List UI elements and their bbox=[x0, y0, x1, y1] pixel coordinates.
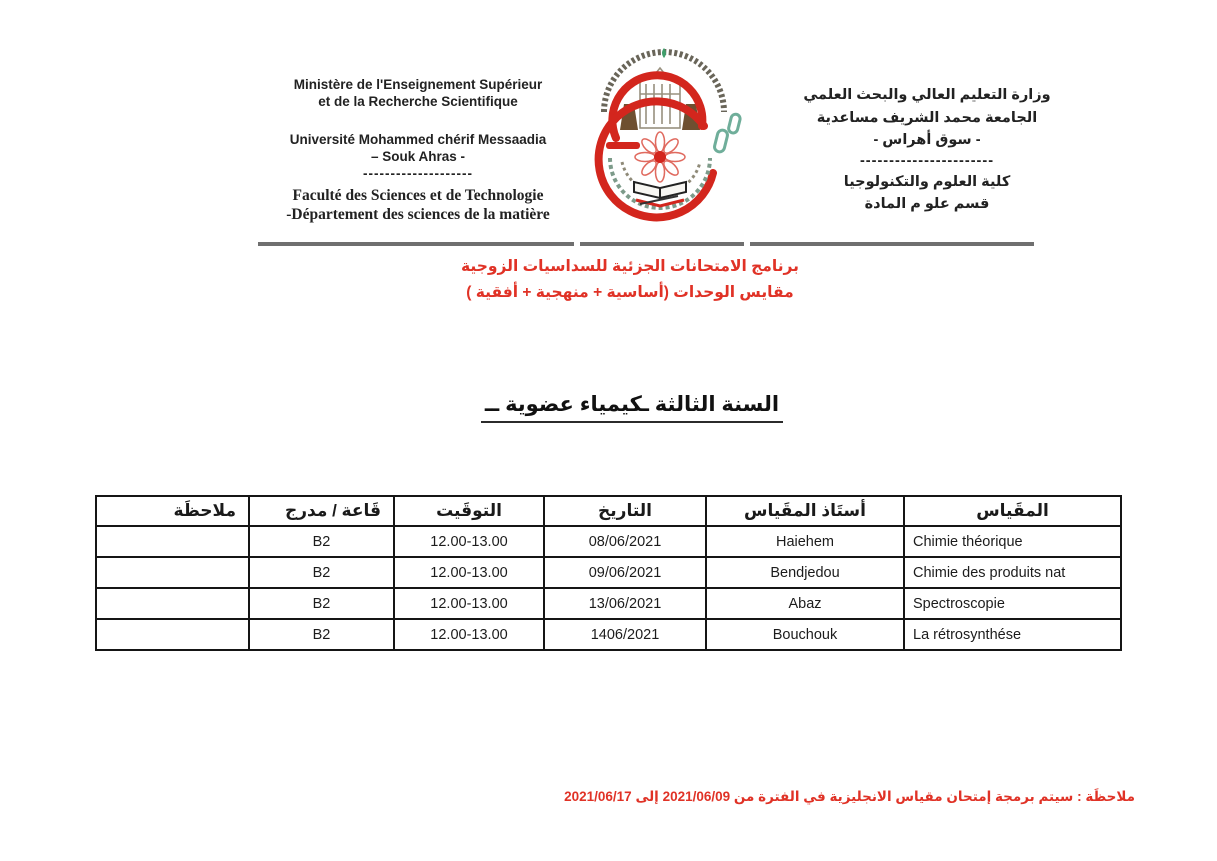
header-divider-segment bbox=[750, 242, 1034, 246]
university-name-ar: الجامعة محمد الشريف مساعدية bbox=[816, 109, 1038, 126]
separator-dashes: -------------------- bbox=[363, 166, 473, 181]
cell-note bbox=[96, 526, 249, 557]
separator-dashes: ----------------------- bbox=[859, 152, 995, 169]
cell-time: 12.00-13.00 bbox=[394, 619, 544, 650]
university-city-ar: - سوق أهراس - bbox=[873, 132, 981, 148]
cell-room: B2 bbox=[249, 619, 394, 650]
header-divider-segment bbox=[258, 242, 574, 246]
cell-room: B2 bbox=[249, 526, 394, 557]
ministry-header-fr bbox=[243, 76, 593, 224]
cell-room: B2 bbox=[249, 557, 394, 588]
table-row bbox=[96, 526, 1121, 557]
cell-time: 12.00-13.00 bbox=[394, 588, 544, 619]
teal-accent-marks bbox=[713, 113, 741, 153]
cell-note bbox=[96, 588, 249, 619]
open-book-icon bbox=[634, 182, 686, 206]
ministry-line-1: Ministère de l'Enseignement Supérieur bbox=[293, 77, 543, 92]
cell-module: Spectroscopie bbox=[904, 588, 1121, 619]
column-header-module: المقَياس bbox=[904, 496, 1121, 526]
university-seal-graphic bbox=[578, 46, 750, 234]
column-header-time: التوقَيت bbox=[394, 496, 544, 526]
column-header-professor: أستَاذ المقَياس bbox=[706, 496, 904, 526]
cell-professor: Bouchouk bbox=[706, 619, 904, 650]
header-divider-segment bbox=[580, 242, 744, 246]
year-speciality-heading: السنة الثالثة ـكيمياء عضوية ــ bbox=[481, 392, 783, 423]
university-city-fr: – Souk Ahras - bbox=[370, 149, 466, 164]
program-title-line-1: برنامج الامتحانات الجزئية للسداسيات الزوجية bbox=[460, 258, 800, 275]
table-row bbox=[96, 588, 1121, 619]
cell-note bbox=[96, 557, 249, 588]
program-title-line-2: مقايس الوحدات (أساسية + منهجية + أفقية ) bbox=[466, 283, 794, 301]
ministry-header-ar bbox=[768, 84, 1086, 216]
faculty-name-fr: Faculté des Sciences et de Technologie bbox=[292, 187, 544, 204]
cell-date: 09/06/2021 bbox=[544, 557, 706, 588]
department-name-fr: -Département des sciences de la matière bbox=[286, 206, 550, 223]
cell-date: 13/06/2021 bbox=[544, 588, 706, 619]
cell-note bbox=[96, 619, 249, 650]
table-row bbox=[96, 557, 1121, 588]
cell-time: 12.00-13.00 bbox=[394, 557, 544, 588]
ministry-line-ar: وزارة التعليم العالي والبحث العلمي bbox=[803, 87, 1051, 103]
cell-module: La rétrosynthése bbox=[904, 619, 1121, 650]
department-name-ar: قسم علو م المادة bbox=[864, 196, 990, 212]
cell-professor: Abaz bbox=[706, 588, 904, 619]
exam-program-title bbox=[330, 254, 930, 305]
cell-date: 1406/2021 bbox=[544, 619, 706, 650]
cell-date: 08/06/2021 bbox=[544, 526, 706, 557]
column-header-room: قَاعة / مدرج bbox=[249, 496, 394, 526]
table-header-row bbox=[96, 496, 1121, 526]
section-heading-row bbox=[332, 392, 932, 423]
cell-professor: Haiehem bbox=[706, 526, 904, 557]
university-seal-logo bbox=[578, 46, 750, 234]
exam-schedule-table bbox=[95, 495, 1122, 651]
seal-ring-joint bbox=[606, 142, 640, 149]
cell-room: B2 bbox=[249, 588, 394, 619]
atom-flower bbox=[635, 132, 685, 182]
footer-note: ملاحظَة : سيتم برمجة إمتحان مقياس الانجليزية في الفترة من 2021/06/09 إلى 2021/06/17 bbox=[564, 789, 1135, 804]
university-name-fr: Université Mohammed chérif Messaadia bbox=[289, 132, 547, 147]
table-row bbox=[96, 619, 1121, 650]
column-header-note: ملاحظَة bbox=[96, 496, 249, 526]
cell-professor: Bendjedou bbox=[706, 557, 904, 588]
faculty-name-ar: كلية العلوم والتكنولوجيا bbox=[843, 173, 1011, 190]
cell-module: Chimie théorique bbox=[904, 526, 1121, 557]
cell-module: Chimie des produits nat bbox=[904, 557, 1121, 588]
column-header-date: التاريخ bbox=[544, 496, 706, 526]
ministry-line-2: et de la Recherche Scientifique bbox=[318, 94, 518, 109]
cell-time: 12.00-13.00 bbox=[394, 526, 544, 557]
